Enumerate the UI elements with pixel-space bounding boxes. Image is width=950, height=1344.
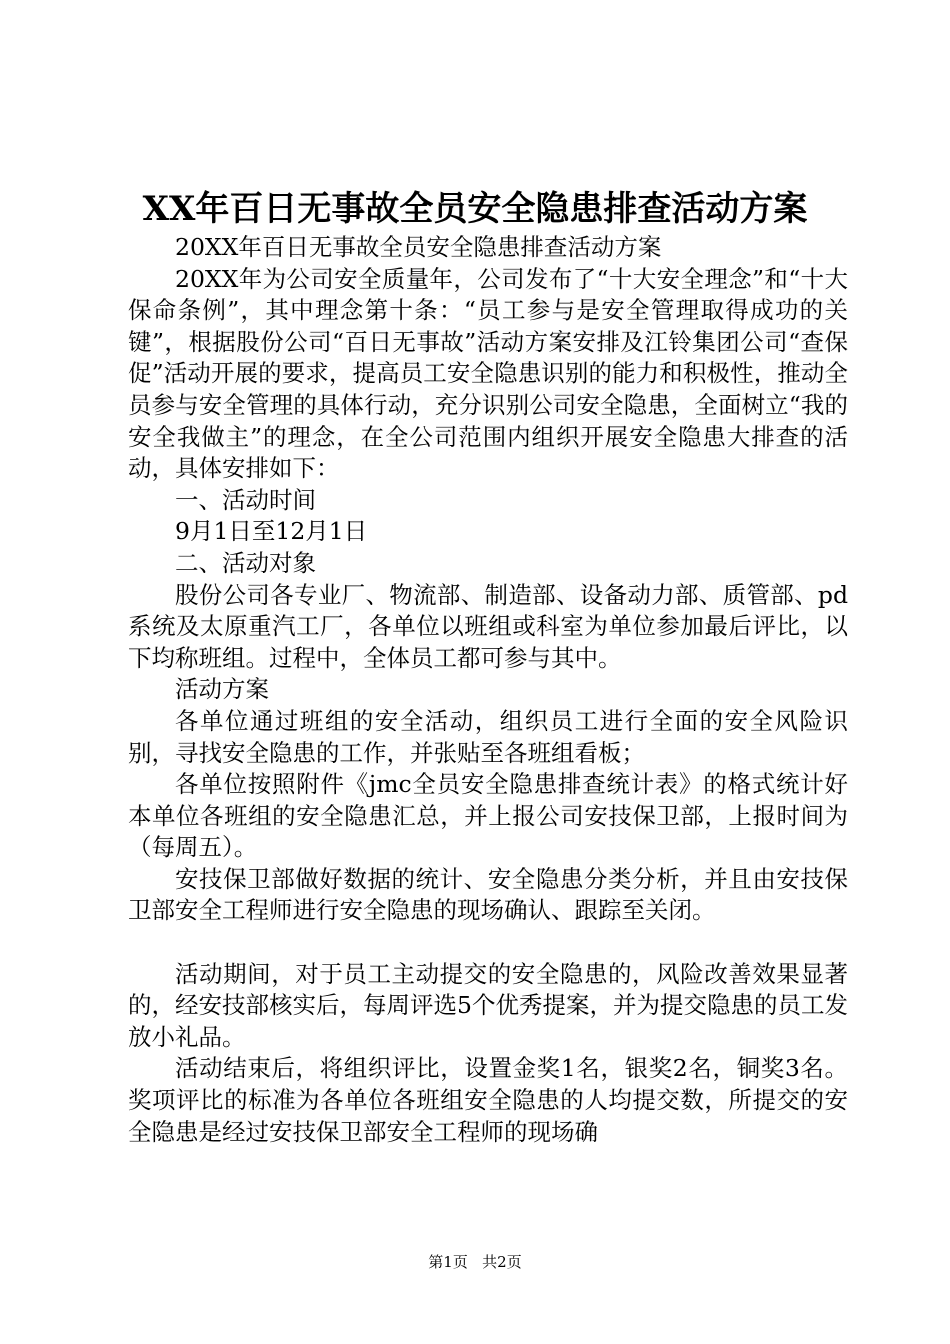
paragraph-evaluation: 活动结束后，将组织评比，设置金奖1名，银奖2名，铜奖3名。奖项评比的标准为各单位各班组安全隐患的人均提交数，所提交的安全隐患是经过安技保卫部安全工程师的现场确 [128,1054,848,1146]
paragraph-plan-1: 各单位通过班组的安全活动，组织员工进行全面的安全风险识别，寻找安全隐患的工作，并张贴至各班组看板； [128,706,848,767]
page-footer [0,1252,950,1272]
paragraph-reward: 活动期间，对于员工主动提交的安全隐患的，风险改善效果显著的，经安技部核实后，每周评选5个优秀提案，并为提交隐患的员工发放小礼品。 [128,959,848,1051]
heading-activity-target: 二、活动对象 [175,548,316,577]
paragraph-plan-3: 安技保卫部做好数据的统计、安全隐患分类分析，并且由安技保卫部安全工程师进行安全隐患的现场确认、跟踪至关闭。 [128,864,848,925]
page-total: 共2页 [482,1253,522,1271]
paragraph-activity-target: 股份公司各专业厂、物流部、制造部、设备动力部、质管部、pd系统及太原重汽工厂，各单位以班组或科室为单位参加最后评比，以下均称班组。过程中，全体员工都可参与其中。 [128,580,848,672]
paragraph-subtitle: 20XX年百日无事故全员安全隐患排查活动方案 [175,233,662,261]
paragraph-activity-dates: 9月1日至12月1日 [175,517,368,546]
page-number: 第1页 [428,1253,468,1271]
heading-activity-time: 一、活动时间 [175,485,316,514]
paragraph-plan-2: 各单位按照附件《jmc全员安全隐患排查统计表》的格式统计好本单位各班组的安全隐患汇总，并上报公司安技保卫部，上报时间为（每周五）。 [128,770,848,862]
heading-activity-plan: 活动方案 [175,675,269,704]
paragraph-intro: 20XX年为公司安全质量年，公司发布了“十大安全理念”和“十大保命条例”，其中理念第十条：“员工参与是安全管理取得成功的关键”，根据股份公司“百日无事故”活动方案安排及江铃集团公司“查保促”活动开展的要求，提高员工安全隐患识别的能力和积极性，推动全员参与安全管理的具体行动，充分识别公司安全隐患，全面树立“我的安全我做主”的理念，在全公司范围内组织开展安全隐患大排查的活动，具体安排如下： [128,264,848,483]
document-body [128,232,848,1148]
document-title: XX年百日无事故全员安全隐患排查活动方案 [142,189,808,229]
